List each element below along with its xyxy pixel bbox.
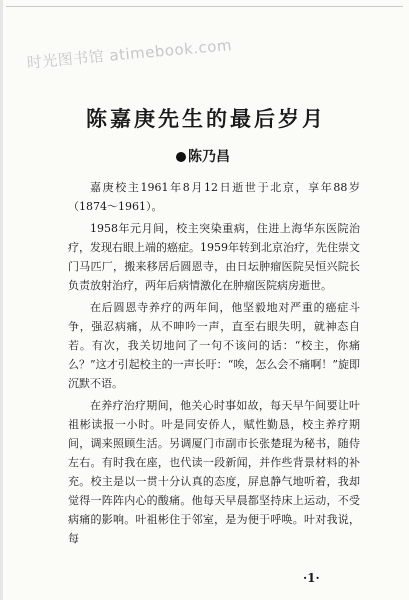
page-title: 陈嘉庚先生的最后岁月 <box>86 106 326 131</box>
top-rule <box>6 6 403 7</box>
paragraph: 嘉庚校主1961年8月12日逝世于北京，享年88岁（1874～1961）。 <box>68 181 360 213</box>
page-edge <box>0 0 3 600</box>
author-line <box>176 146 230 166</box>
bullet-dot-icon <box>176 152 186 162</box>
paragraph: 1958年元月间，校主突染重病，住进上海华东医院治疗，发现右眼上端的癌症。1959年转到北京治疗，先住崇文门马匹厂，搬来移居后圆恩寺，由日坛肿瘤医院吴恒兴院长负责放射治疗，两年后病情激化在肿瘤医院病房逝世。 <box>68 222 360 292</box>
paragraph: 在后圆恩寺养疗的两年间，他坚毅地对严重的癌症斗争，强忍病痛，从不呻吟一声，直至右眼失明，就神态自若。有次，我关切地问了一句不该问的话：“校主，你痛么？”这才引起校主的一声长吁：“唉，怎么会不痛啊！”旋即沉默不语。 <box>68 301 360 390</box>
watermark: 时光图书馆 atimebook.com <box>26 36 233 72</box>
article-body <box>68 178 360 551</box>
author-name: 陈乃昌 <box>188 149 230 165</box>
paragraph: 在养疗治疗期间，他关心时事如故，每天早午间要让叶祖彬读报一小时。叶是同安侨人，赋性勤恳，校主养疗期间，调来照顾生活。另调厦门市副市长张楚琨为秘书，随侍左右。有时我在座，也代读一段新闻，并作些背景材料的补充。校主是以一贯十分认真的态度，屏息静气地听着，我却觉得一阵阵内心的酸痛。他每天早晨都坚持床上运动，不受病痛的影响。叶祖彬住于邻室，是为便于呼唤。叶对我说，每 <box>68 399 360 545</box>
page-number: ·1· <box>303 571 320 585</box>
